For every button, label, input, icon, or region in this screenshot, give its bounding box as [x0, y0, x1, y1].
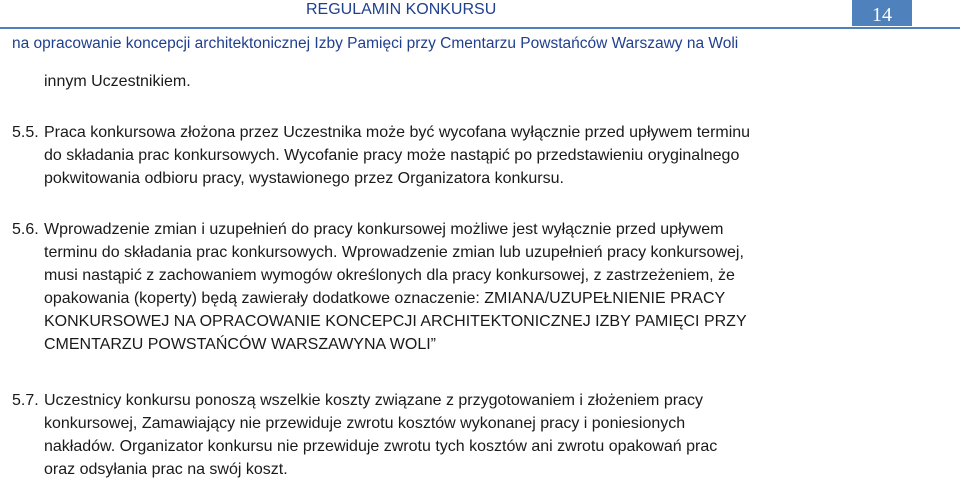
item-number: 5.6.: [12, 221, 39, 238]
item-text: [44, 389, 874, 481]
document-title: REGULAMIN KONKURSU: [306, 1, 497, 18]
text-line: musi nastąpić z zachowaniem wymogów określonych dla pracy konkursowej, z zastrzeżeniem, że: [44, 267, 735, 284]
text-line: opakowania (koperty) będą zawierały dodatkowe oznaczenie: ZMIANA/UZUPEŁNIENIE PRACY: [44, 290, 726, 307]
text-line: Uczestnicy konkursu ponoszą wszelkie koszty związane z przygotowaniem i złożeniem pracy: [44, 392, 703, 409]
page-header: [0, 0, 960, 56]
header-divider: [0, 27, 960, 29]
text-line: CMENTARZU POWSTAŃCÓW WARSZAWYNA WOLI”: [44, 336, 436, 353]
item-text: [44, 218, 874, 356]
text-line: terminu do składania prac konkursowych. Wprowadzenie zmian lub uzupełnień pracy konkursowej,: [44, 244, 744, 261]
text-line: KONKURSOWEJ NA OPRACOWANIE KONCEPCJI ARCHITEKTONICZNEJ IZBY PAMIĘCI PRZY: [44, 313, 747, 330]
text-line: konkursowej, Zamawiający nie przewiduje zwrotu kosztów wykonanej pracy i poniesionych: [44, 415, 686, 432]
text-line: Praca konkursowa złożona przez Uczestnika może być wycofana wyłącznie przed upływem terminu: [44, 124, 751, 141]
continuation-text: innym Uczestnikiem.: [44, 73, 191, 90]
document-subtitle: na opracowanie koncepcji architektonicznej Izby Pamięci przy Cmentarzu Powstańców Warszawy na Woli: [12, 35, 739, 52]
item-number: 5.5.: [12, 124, 39, 141]
text-line: oraz odsyłania prac na swój koszt.: [44, 461, 288, 478]
text-line: do składania prac konkursowych. Wycofanie pracy może nastąpić po przedstawieniu oryginalnego: [44, 147, 740, 164]
text-line: nakładów. Organizator konkursu nie przewiduje zwrotu tych kosztów ani zwrotu opakowań prac: [44, 438, 718, 455]
item-text: [44, 121, 874, 190]
text-line: Wprowadzenie zmian i uzupełnień do pracy konkursowej możliwe jest wyłącznie przed upływem: [44, 221, 724, 238]
text-line: pokwitowania odbioru pracy, wystawionego przez Organizatora konkursu.: [44, 170, 564, 187]
page-number-badge: 14: [852, 0, 912, 26]
item-number: 5.7.: [12, 392, 39, 409]
